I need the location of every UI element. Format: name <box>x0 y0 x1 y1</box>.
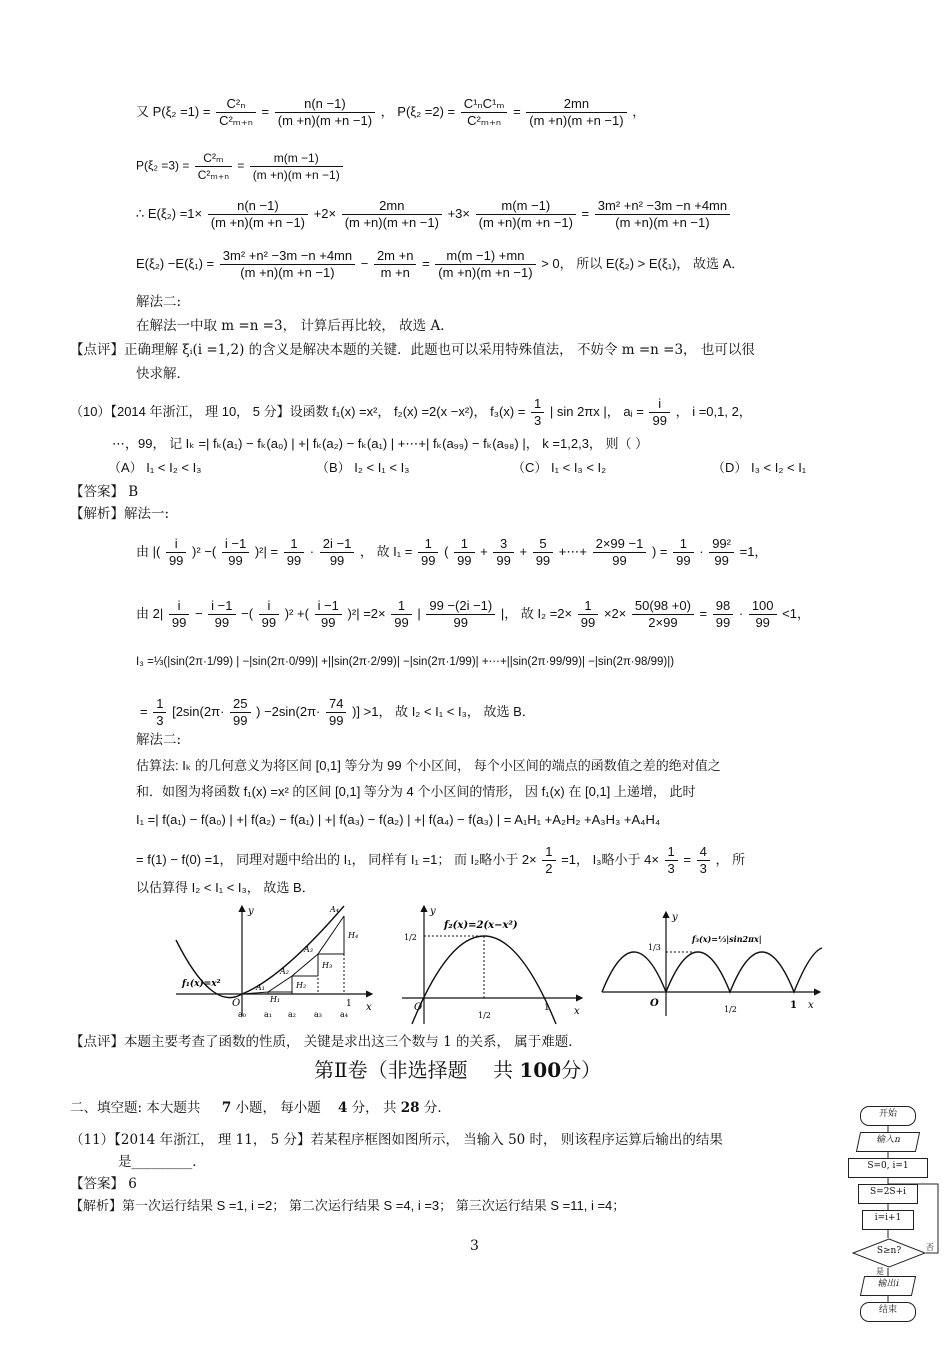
g1-A4: A₄ <box>330 905 339 914</box>
g1-a1: a₁ <box>264 1010 272 1019</box>
comment-1-cont: 快求解． <box>136 366 190 382</box>
q11-stem-line2: 是_________． <box>118 1154 206 1170</box>
comment-label: 【点评】 <box>70 342 124 358</box>
g1-A2: A₂ <box>280 967 289 976</box>
q11-stem-line1: （11）【2014 年浙江， 理 11， 5 分】若某程序框图如图所示， 当输入 50 时， 则该程序运算后输出的结果 <box>70 1132 723 1148</box>
q10-derivation-i1: 由 |( $\frac{i}{99}$ )² −( $\frac{i -1}{99}$ )²| = $\frac{1}{99}$ · $\frac{2i -1}{99}$ ， 故 I₁ = $\frac{1}{99}$ ( $\frac{1}{99}$ + $\frac{3}{99}$ + $\frac{5}{99}$ +⋯+ $\frac{2\times 99 -1}{99}$ ) = $\frac{1}{99}$ · $\frac{\text{99²}}{99}$ =1， <box>136 536 768 568</box>
fill-in-instructions: 二、填空题: 本大题共 7 小题， 每小题 4 分， 共 28 分． <box>70 1100 451 1116</box>
g1-a3: a₃ <box>314 1010 322 1019</box>
g2-half-x: 1/2 <box>478 1011 491 1020</box>
graph-f2 <box>398 900 588 1028</box>
q10-stem-line2: ⋯，99， 记 Iₖ =| fₖ(a₁) − fₖ(a₀) | +| fₖ(a₂) − fₖ(a₁) | +⋯+| fₖ(a₉₉) − fₖ(a₉₈) |， k =1,2,3， 则（ ） <box>112 436 649 451</box>
q11-answer-value: 6 <box>128 1176 137 1192</box>
g1-one: 1 <box>346 999 352 1009</box>
eq-expectation-xi2: ∴ E(ξ₂) =1× $\frac{n(n -1)}{(m +n)(m +n -1)}$ +2× $\frac{2mn}{(m +n)(m +n -1)}$ +3× $\frac{m(m -1)}{(m +n)(m +n -1)}$ = $\frac{\text{3m² +n² −3m −n +4mn}}{(m +n)(m +n -1)}$ <box>136 198 732 231</box>
g1-H3: H₃ <box>322 961 333 970</box>
g3-curve <box>602 948 822 992</box>
g1-y-label: y <box>248 906 254 917</box>
g1-H2: H₂ <box>296 981 307 990</box>
q10-estimate-line3: I₁ =| f(a₁) − f(a₀) | +| f(a₂) − f(a₁) | +| f(a₃) − f(a₂) | +| f(a₄) − f(a₃) | = A₁H₁ +A₂H₂ +A₃H₃ +A₄H₄ <box>136 812 661 827</box>
q10-estimate-line5: 以估算得 I₂ < I₁ < I₃， 故选 B． <box>136 880 315 895</box>
q10-stem-line1: （10）【2014 年浙江， 理 10， 5 分】设函数 f₁(x) =x²， f₂(x) =2(x −x²)， f₃(x) = $\frac{1}{3}$ | sin 2πx |， aᵢ = $\frac{i}{99}$ ， i =0,1, 2， <box>70 396 752 428</box>
eq-p-xi2-3: P(ξ₂ =3) = $\frac{\text{C²ₘ}}{\text{C²ₘ₊ₙ}}$ = $\frac{m(m -1)}{(m +n)(m +n -1)}$ <box>136 150 345 183</box>
q10-option-a: （A） I₁ < I₂ < I₃ <box>108 460 202 475</box>
graph-f3 <box>600 908 826 1024</box>
q10-option-d: （D） I₃ < I₂ < I₁ <box>712 460 807 475</box>
q10-derivation-i3: I₃ =⅓(|sin(2π·1/99) | −|sin(2π·0/99)| +||sin(2π·2/99)| −|sin(2π·1/99)| +⋯+||sin(2π·99/99)| −|sin(2π·98/99)|) <box>136 656 675 668</box>
comment-1: 【点评】正确理解 ξᵢ(i =1,2) 的含义是解决本题的关键．此题也可以采用特殊值法， 不妨令 m =n =3， 也可以很 <box>70 342 755 358</box>
g3-one: 1 <box>790 1000 797 1011</box>
g2-y-label: y <box>430 906 436 917</box>
flowchart-output: 输出i <box>860 1276 916 1296</box>
flowchart-update-i: i=i+1 <box>862 1210 914 1230</box>
g1-origin: O <box>232 998 241 1009</box>
flowchart-start: 开始 <box>860 1106 916 1126</box>
q10-derivation-i2: 由 2| $\frac{i}{99}$ − $\frac{i -1}{99}$ −( $\frac{i}{99}$ )² +( $\frac{i -1}{99}$ )²| =2× $\frac{1}{99}$ | $\frac{99 -(2i -1)}{99}$ |， 故 I₂ =2× $\frac{1}{99}$ ×2× $\frac{50(98 +0)}{2\times 99}$ = $\frac{98}{99}$ · $\frac{100}{99}$ <1， <box>136 598 810 630</box>
g1-a2: a₂ <box>288 1010 296 1019</box>
q10-method-2-heading: 解法二: <box>136 732 182 748</box>
g1-A1: A₁ <box>256 983 265 992</box>
g1-a0: a₀ <box>238 1010 246 1019</box>
q10-option-b: （B） I₂ < I₁ < I₃ <box>316 460 410 475</box>
q11-analysis: 【解析】第一次运行结果 S =1, i =2； 第二次运行结果 S =4, i =3； 第三次运行结果 S =11, i =4； <box>70 1198 626 1213</box>
flowchart-update-s: S=2S+i <box>858 1184 918 1204</box>
g1-a4: a₄ <box>340 1010 348 1019</box>
section-2-title: 第Ⅱ卷（非选择题 共 100分） <box>314 1058 602 1082</box>
flowchart-init: S=0, i=1 <box>848 1158 928 1178</box>
q10-answer-value: B <box>128 484 139 500</box>
method-2-heading: 解法二: <box>136 294 182 310</box>
g1-H1: H₁ <box>270 995 281 1004</box>
g2-origin: O <box>414 1002 423 1013</box>
graph-f1 <box>172 900 382 1020</box>
g3-third: 1/3 <box>648 943 661 952</box>
g3-half-x: 1/2 <box>724 1005 737 1014</box>
g3-func-label: f₃(x)=⅓|sin2πx| <box>692 934 762 944</box>
eq-p-xi2-1-2: 又 P(ξ₂ =1) = $\frac{\text{C²ₙ}}{\text{C²ₘ₊ₙ}}$ = $\frac{n(n -1)}{(m +n)(m +n -1)}$ ， P(ξ₂ =2) = $\frac{\text{C¹ₙC¹ₘ}}{\text{C²ₘ₊ₙ}}$ = $\frac{2mn}{(m +n)(m +n -1)}$ ， <box>136 96 646 128</box>
eq-expectation-diff: E(ξ₂) −E(ξ₁) = $\frac{\text{3m² +n² −3m −n +4mn}}{(m +n)(m +n -1)}$ − $\frac{2m +n}{m +n}$ = $\frac{m(m -1) +mn}{(m +n)(m +n -1)}$ > 0， 所以 E(ξ₂) > E(ξ₁)， 故选 A． <box>136 248 745 280</box>
flowchart-no-label: 否 <box>926 1243 934 1252</box>
g1-H4: H₄ <box>348 931 359 940</box>
q10-estimate-line2: 和．如图为将函数 f₁(x) =x² 的区间 [0,1] 等分为 4 个小区间的情形， 因 f₁(x) 在 [0,1] 上递增， 此时 <box>136 784 696 799</box>
q10-answer: 【答案】 B <box>70 484 139 500</box>
g3-y-label: y <box>672 912 678 923</box>
page-number: 3 <box>470 1238 479 1254</box>
g2-func-label: f₂(x)=2(x−x²) <box>444 920 518 931</box>
flowchart-condition: S≥n? <box>876 1246 902 1256</box>
g2-x-label: x <box>574 1006 580 1017</box>
g3-x-label: x <box>808 1000 814 1011</box>
q10-estimate-line4: = f(1) − f(0) =1， 同理对题中给出的 I₁， 同样有 I₁ =1； 而 I₂略小于 2× $\frac{1}{2}$ =1， I₃略小于 4× $\frac{1}{3}$ = $\frac{4}{3}$ ， 所 <box>136 844 746 876</box>
g1-A3: A₃ <box>304 945 313 954</box>
q10-analysis-heading: 【解析】解法一: <box>70 506 170 522</box>
g1-func-label: f₁(x)=x² <box>182 979 221 989</box>
q10-option-c: （C） I₁ < I₃ < I₂ <box>512 460 607 475</box>
flowchart-input: 输入n <box>856 1132 920 1152</box>
g3-origin: O <box>650 998 659 1009</box>
q10-derivation-i3-result: = $\frac{1}{3}$ [2sin(2π· $\frac{25}{99}$ ) −2sin(2π· $\frac{74}{99}$ )] >1， 故 I₂ < I₁ < I₃， 故选 B． <box>140 696 535 728</box>
q10-estimate-line1: 估算法: Iₖ 的几何意义为将区间 [0,1] 等分为 99 个小区间， 每个小区间的端点的函数值之差的绝对值之 <box>136 758 721 773</box>
q11-answer: 【答案】 6 <box>70 1176 137 1192</box>
q10-comment: 【点评】本题主要考查了函数的性质， 关键是求出这三个数与 1 的关系， 属于难题． <box>70 1034 582 1050</box>
g2-one: 1 <box>544 1003 550 1013</box>
flowchart-yes-label: 是 <box>876 1267 884 1276</box>
g2-half-y: 1/2 <box>404 933 417 942</box>
method-2-text: 在解法一中取 m =n =3， 计算后再比较， 故选 A． <box>136 318 454 334</box>
g1-x-label: x <box>366 1002 372 1013</box>
flowchart-end: 结束 <box>860 1302 916 1322</box>
